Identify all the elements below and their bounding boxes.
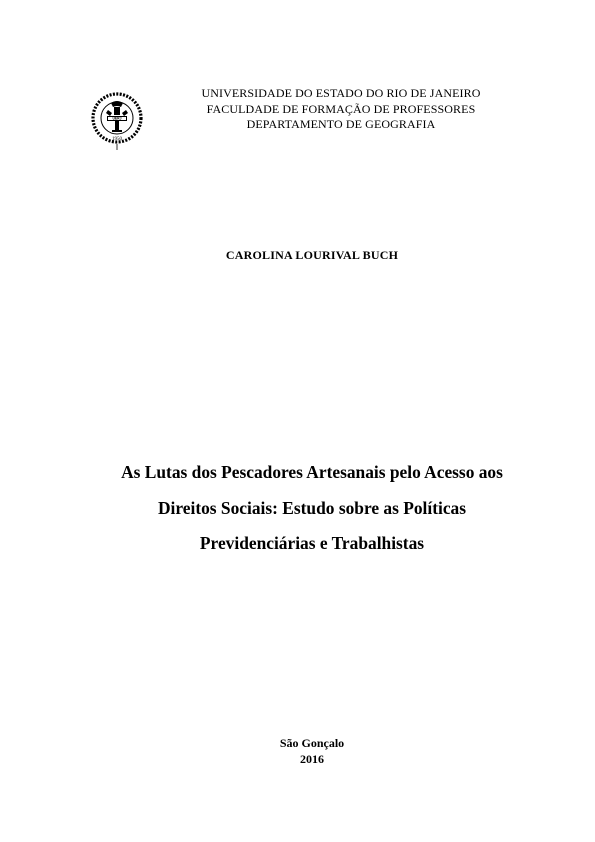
year: 2016 (300, 751, 324, 766)
place-and-date (0, 736, 595, 767)
svg-text:1950: 1950 (112, 137, 122, 142)
document-title (40, 455, 584, 562)
uerj-seal-icon (87, 88, 147, 152)
city: São Gonçalo (279, 736, 345, 750)
university-name: UNIVERSIDADE DO ESTADO DO RIO DE JANEIRO (201, 86, 481, 100)
title-line-2: Direitos Sociais: Estudo sobre as Políticas (157, 497, 467, 518)
faculty-name: FACULDADE DE FORMAÇÃO DE PROFESSORES (206, 101, 476, 116)
title-line-1: As Lutas dos Pescadores Artesanais pelo Acesso aos (121, 462, 503, 482)
author-name: CAROLINA LOURIVAL BUCH (225, 248, 399, 262)
title-line-3: Previdenciárias e Trabalhistas (199, 533, 425, 553)
department-name: DEPARTAMENTO DE GEOGRAFIA (246, 117, 436, 131)
institution-header (150, 86, 532, 133)
svg-text:UERJ: UERJ (112, 116, 122, 121)
